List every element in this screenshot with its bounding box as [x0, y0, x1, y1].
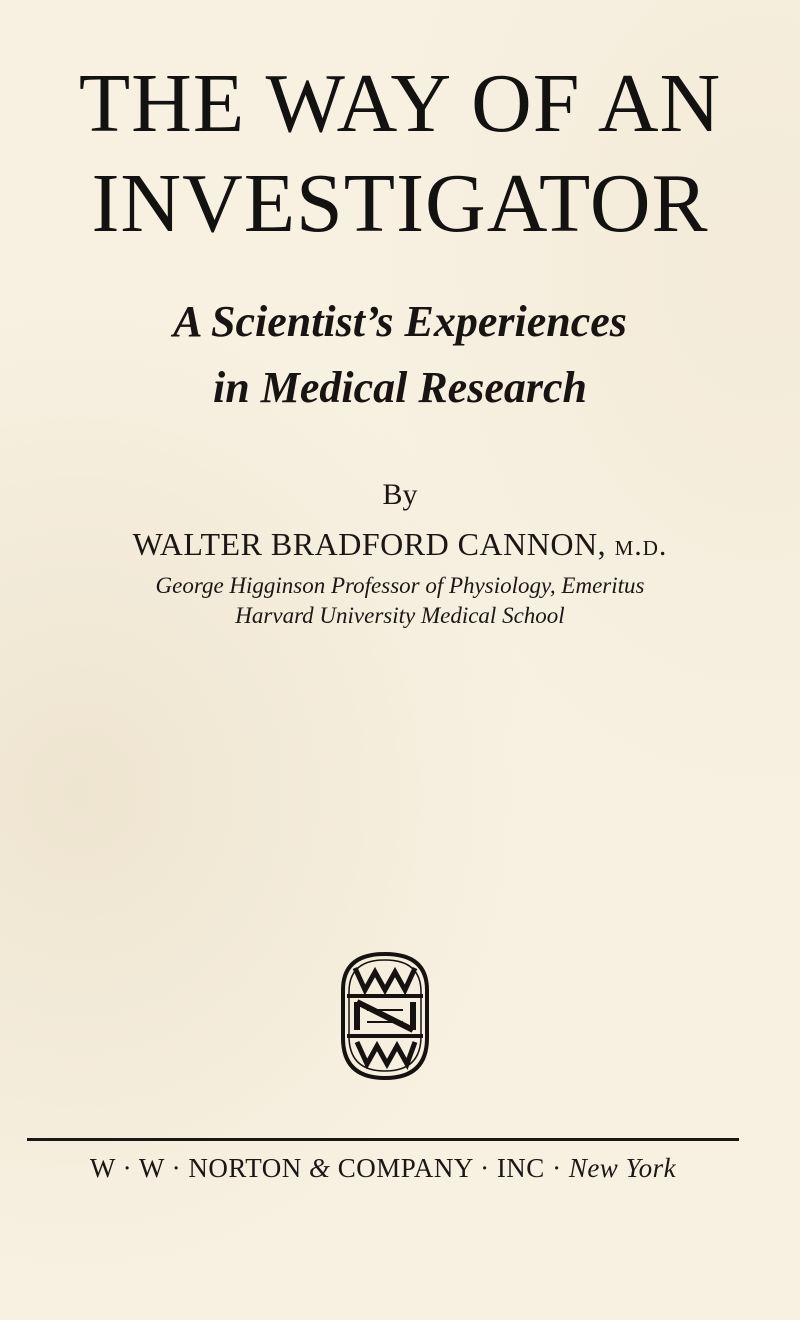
publisher-colophon-icon	[337, 950, 433, 1082]
author-degree: m.d.	[614, 529, 668, 562]
horizontal-rule	[27, 1138, 739, 1141]
publisher-imprint	[0, 1155, 766, 1182]
book-subtitle-line-1: A Scientist’s Experiences	[173, 297, 627, 346]
book-title-line-2: INVESTIGATOR	[91, 157, 709, 250]
imprint-publisher-part-2: COMPANY · INC ·	[337, 1153, 562, 1183]
author-affiliation-line-2: Harvard University Medical School	[235, 603, 565, 628]
book-title-line-1: THE WAY OF AN	[78, 57, 722, 150]
by-label: By	[382, 478, 418, 511]
author-affiliation-line-1: George Higginson Professor of Physiology, Emeritus	[155, 573, 645, 598]
imprint-publisher-part-1: W · W · NORTON	[89, 1153, 302, 1183]
imprint-city: New York	[568, 1153, 677, 1183]
book-subtitle-line-2: in Medical Research	[213, 363, 587, 412]
author-name-text: WALTER BRADFORD CANNON,	[132, 526, 607, 562]
author-name	[0, 528, 800, 561]
imprint-ampersand: &	[309, 1153, 331, 1183]
